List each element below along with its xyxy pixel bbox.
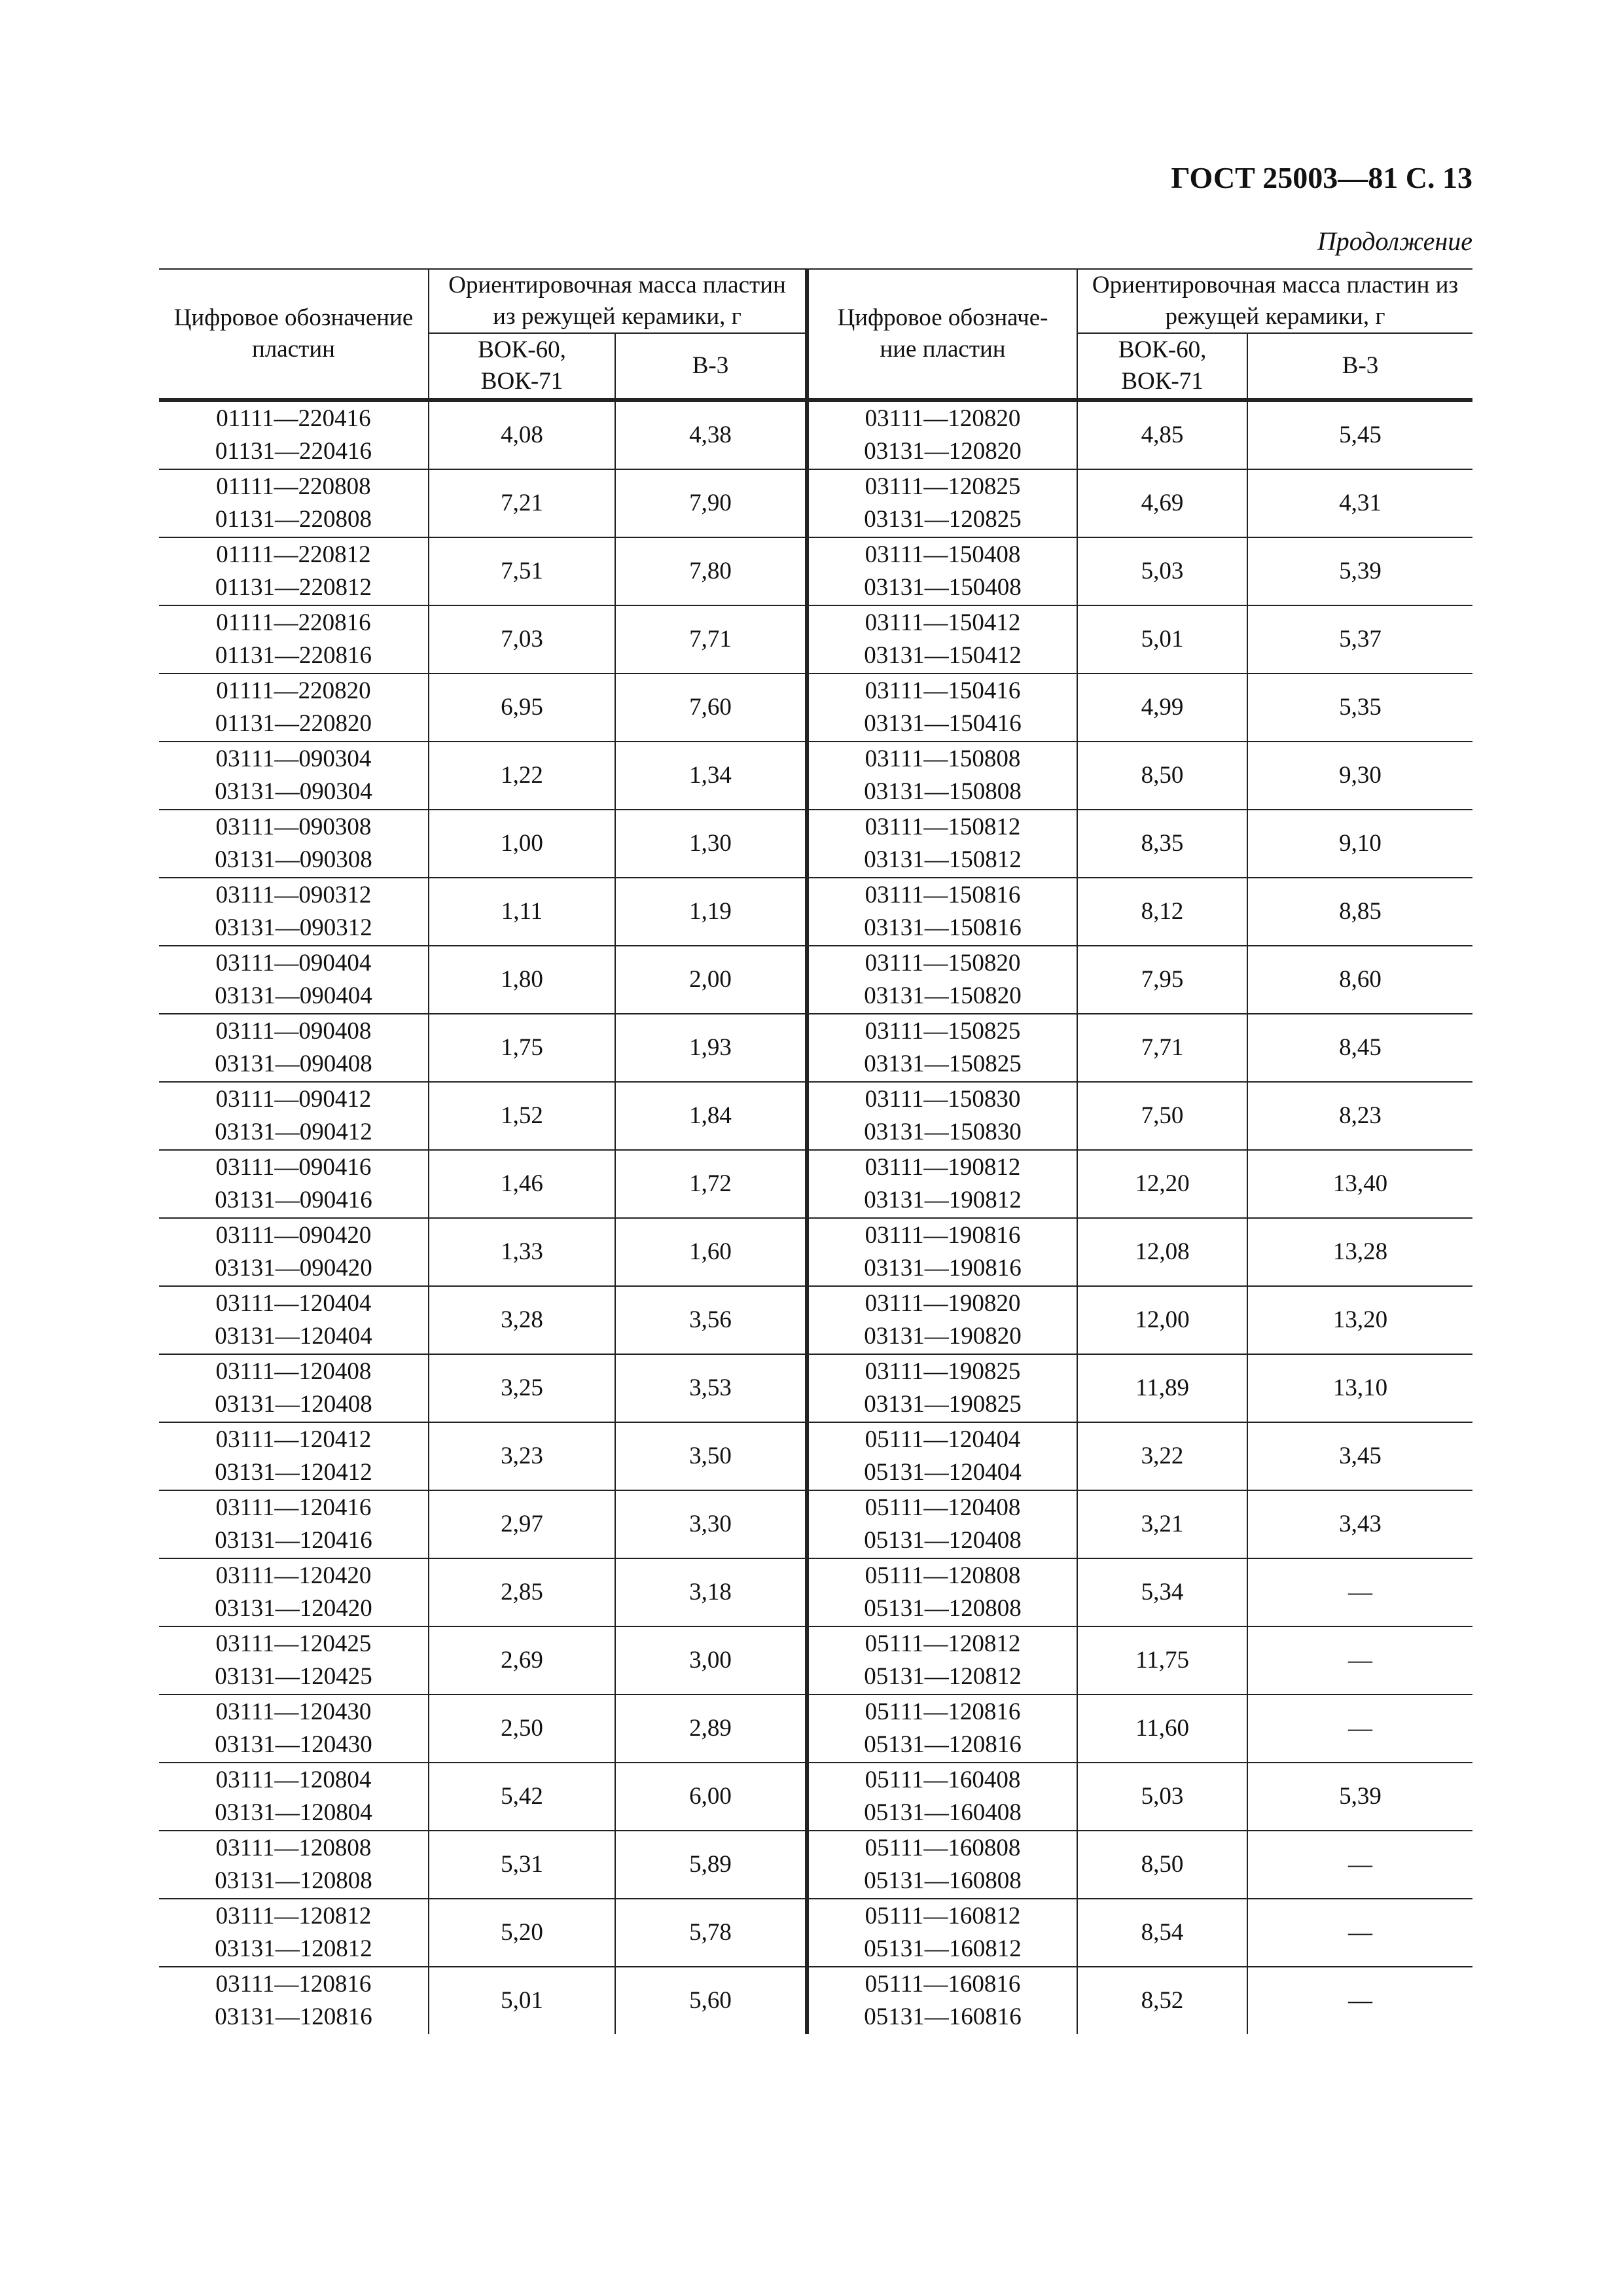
mass-value: 2,85 bbox=[429, 1558, 615, 1626]
designation-code: 01111—220808 bbox=[216, 473, 371, 501]
designation-cell bbox=[807, 1422, 1077, 1490]
mass-value: 8,45 bbox=[1247, 1014, 1472, 1082]
designation-code: 05131—120408 bbox=[864, 1527, 1022, 1554]
mass-value: 7,21 bbox=[429, 469, 615, 537]
designation-code: 05131—160812 bbox=[864, 1935, 1022, 1963]
mass-value: 2,00 bbox=[615, 946, 807, 1014]
designation-code: 03111—150808 bbox=[865, 745, 1021, 773]
designation-cell bbox=[807, 742, 1077, 810]
designation-code: 03111—150412 bbox=[865, 609, 1021, 637]
designation-code: 03131—150412 bbox=[864, 642, 1022, 670]
designation-cell bbox=[807, 1014, 1077, 1082]
mass-value: 7,90 bbox=[615, 469, 807, 537]
mass-value: 3,45 bbox=[1247, 1422, 1472, 1490]
designation-cell bbox=[159, 1354, 429, 1422]
designation-code: 03111—120825 bbox=[865, 473, 1021, 501]
mass-value: 3,18 bbox=[615, 1558, 807, 1626]
designation-code: 03111—120416 bbox=[215, 1494, 372, 1522]
header-v3-right: В-3 bbox=[1247, 333, 1472, 400]
designation-code: 01111—220812 bbox=[216, 541, 371, 569]
designation-code: 03131—120430 bbox=[215, 1731, 372, 1759]
designation-cell bbox=[159, 1218, 429, 1286]
designation-code: 05131—120808 bbox=[864, 1595, 1022, 1623]
mass-value: 8,23 bbox=[1247, 1082, 1472, 1150]
designation-code: 03111—190825 bbox=[865, 1358, 1021, 1386]
mass-value: — bbox=[1247, 1558, 1472, 1626]
mass-value: 5,89 bbox=[615, 1831, 807, 1899]
mass-value: 1,93 bbox=[615, 1014, 807, 1082]
designation-code: 03111—150812 bbox=[865, 814, 1021, 841]
designation-code: 03131—150416 bbox=[864, 710, 1022, 738]
mass-value: 1,52 bbox=[429, 1082, 615, 1150]
designation-code: 03111—150830 bbox=[865, 1086, 1021, 1113]
designation-code: 03131—150816 bbox=[864, 914, 1022, 942]
mass-value: 5,34 bbox=[1077, 1558, 1247, 1626]
table-row bbox=[159, 673, 1472, 742]
designation-code: 03111—120430 bbox=[215, 1698, 372, 1726]
designation-code: 01111—220816 bbox=[216, 609, 371, 637]
mass-value: 4,31 bbox=[1247, 469, 1472, 537]
designation-code: 05111—160408 bbox=[865, 1767, 1021, 1794]
mass-value: 8,35 bbox=[1077, 810, 1247, 878]
designation-cell bbox=[807, 1218, 1077, 1286]
designation-code: 03111—150816 bbox=[865, 882, 1021, 909]
table-row bbox=[159, 1354, 1472, 1422]
mass-value: 3,28 bbox=[429, 1286, 615, 1354]
designation-code: 05111—120808 bbox=[865, 1562, 1021, 1590]
mass-value: 3,43 bbox=[1247, 1490, 1472, 1558]
designation-code: 01131—220812 bbox=[215, 574, 372, 601]
mass-value: 7,71 bbox=[615, 605, 807, 673]
mass-value: 5,39 bbox=[1247, 537, 1472, 605]
mass-value: 4,99 bbox=[1077, 673, 1247, 742]
designation-cell bbox=[159, 946, 429, 1014]
designation-code: 03111—090408 bbox=[215, 1018, 372, 1045]
mass-value: 1,80 bbox=[429, 946, 615, 1014]
mass-value: 2,89 bbox=[615, 1695, 807, 1763]
designation-code: 03111—120425 bbox=[215, 1630, 372, 1658]
mass-value: 11,60 bbox=[1077, 1695, 1247, 1763]
designation-cell bbox=[807, 1831, 1077, 1899]
designation-code: 03111—120808 bbox=[215, 1835, 372, 1862]
designation-code: 03131—090408 bbox=[215, 1050, 372, 1078]
designation-code: 03111—090304 bbox=[215, 745, 372, 773]
designation-code: 05111—120812 bbox=[865, 1630, 1021, 1658]
table-row bbox=[159, 1422, 1472, 1490]
designation-code: 03111—090416 bbox=[215, 1154, 372, 1181]
designation-code: 03131—090312 bbox=[215, 914, 372, 942]
mass-value: 7,51 bbox=[429, 537, 615, 605]
mass-value: 1,72 bbox=[615, 1150, 807, 1218]
designation-code: 03131—120820 bbox=[864, 438, 1022, 465]
table-row bbox=[159, 1286, 1472, 1354]
mass-value: 2,97 bbox=[429, 1490, 615, 1558]
designation-cell bbox=[159, 1422, 429, 1490]
table-row bbox=[159, 878, 1472, 946]
mass-value: 7,95 bbox=[1077, 946, 1247, 1014]
table-row bbox=[159, 1558, 1472, 1626]
header-mass-right: Ориентировочная масса пластин из режущей керамики, г bbox=[1077, 269, 1472, 333]
designation-cell bbox=[159, 1763, 429, 1831]
designation-code: 05131—120404 bbox=[864, 1459, 1022, 1486]
designation-cell bbox=[159, 1490, 429, 1558]
designation-cell bbox=[159, 400, 429, 469]
table-row bbox=[159, 1899, 1472, 1967]
designation-cell bbox=[807, 810, 1077, 878]
designation-code: 03131—120804 bbox=[215, 1799, 372, 1827]
mass-value: 8,50 bbox=[1077, 742, 1247, 810]
designation-code: 03111—090308 bbox=[215, 814, 372, 841]
header-code-right: Цифровое обозначе-ние пластин bbox=[807, 269, 1077, 400]
mass-value: 1,84 bbox=[615, 1082, 807, 1150]
designation-cell bbox=[807, 469, 1077, 537]
designation-code: 05131—120816 bbox=[864, 1731, 1022, 1759]
mass-value: 5,35 bbox=[1247, 673, 1472, 742]
mass-value: 6,00 bbox=[615, 1763, 807, 1831]
mass-value: 4,08 bbox=[429, 400, 615, 469]
designation-code: 03131—120816 bbox=[215, 2003, 372, 2031]
page-header: ГОСТ 25003—81 С. 13 bbox=[1171, 161, 1472, 194]
mass-value: 12,20 bbox=[1077, 1150, 1247, 1218]
designation-code: 03131—120825 bbox=[864, 506, 1022, 533]
mass-value: 7,03 bbox=[429, 605, 615, 673]
mass-value: 2,50 bbox=[429, 1695, 615, 1763]
designation-code: 03111—090404 bbox=[215, 950, 372, 977]
mass-value: 13,20 bbox=[1247, 1286, 1472, 1354]
table-row bbox=[159, 1967, 1472, 2034]
mass-value: 5,60 bbox=[615, 1967, 807, 2034]
designation-cell bbox=[807, 1286, 1077, 1354]
designation-code: 03111—090312 bbox=[215, 882, 372, 909]
designation-code: 03131—090404 bbox=[215, 982, 372, 1010]
designation-code: 03111—120408 bbox=[215, 1358, 372, 1386]
mass-value: 7,71 bbox=[1077, 1014, 1247, 1082]
designation-code: 03111—190820 bbox=[865, 1290, 1021, 1318]
designation-code: 05131—160408 bbox=[864, 1799, 1022, 1827]
designation-cell bbox=[807, 1763, 1077, 1831]
designation-cell bbox=[807, 1899, 1077, 1967]
mass-value: 1,00 bbox=[429, 810, 615, 878]
mass-value: 5,03 bbox=[1077, 1763, 1247, 1831]
mass-value: 9,30 bbox=[1247, 742, 1472, 810]
designation-code: 03131—120408 bbox=[215, 1391, 372, 1418]
mass-value: 9,10 bbox=[1247, 810, 1472, 878]
designation-cell bbox=[807, 1354, 1077, 1422]
table-row bbox=[159, 537, 1472, 605]
designation-code: 05111—120816 bbox=[865, 1698, 1021, 1726]
designation-code: 03111—120412 bbox=[215, 1426, 372, 1454]
header-code-left: Цифровое обозначение пластин bbox=[159, 269, 429, 400]
header-vok-right: ВОК-60, ВОК-71 bbox=[1077, 333, 1247, 400]
mass-value: 3,56 bbox=[615, 1286, 807, 1354]
designation-code: 03131—120808 bbox=[215, 1867, 372, 1895]
mass-value: 3,23 bbox=[429, 1422, 615, 1490]
designation-cell bbox=[159, 742, 429, 810]
mass-value: 4,69 bbox=[1077, 469, 1247, 537]
designation-cell bbox=[159, 1626, 429, 1695]
designation-code: 03131—150808 bbox=[864, 778, 1022, 806]
designation-code: 03131—090304 bbox=[215, 778, 372, 806]
mass-table bbox=[159, 268, 1472, 2034]
mass-value: 3,21 bbox=[1077, 1490, 1247, 1558]
designation-code: 03131—120404 bbox=[215, 1323, 372, 1350]
designation-cell bbox=[807, 1695, 1077, 1763]
mass-value: 5,01 bbox=[1077, 605, 1247, 673]
designation-code: 01111—220416 bbox=[216, 405, 371, 433]
designation-code: 03131—190816 bbox=[864, 1255, 1022, 1282]
designation-code: 03131—150830 bbox=[864, 1119, 1022, 1146]
mass-value: 8,85 bbox=[1247, 878, 1472, 946]
table-row bbox=[159, 742, 1472, 810]
mass-value: 5,20 bbox=[429, 1899, 615, 1967]
designation-code: 03111—090420 bbox=[215, 1222, 372, 1249]
designation-cell bbox=[807, 946, 1077, 1014]
table-row bbox=[159, 1082, 1472, 1150]
designation-cell bbox=[807, 400, 1077, 469]
mass-value: 3,22 bbox=[1077, 1422, 1247, 1490]
designation-code: 03131—120420 bbox=[215, 1595, 372, 1623]
mass-value: — bbox=[1247, 1695, 1472, 1763]
designation-cell bbox=[159, 1286, 429, 1354]
mass-value: 7,60 bbox=[615, 673, 807, 742]
designation-code: 03131—190820 bbox=[864, 1323, 1022, 1350]
table-row bbox=[159, 400, 1472, 469]
designation-code: 03131—120812 bbox=[215, 1935, 372, 1963]
designation-code: 01131—220416 bbox=[215, 438, 372, 465]
designation-code: 03131—090308 bbox=[215, 846, 372, 874]
designation-code: 03131—150820 bbox=[864, 982, 1022, 1010]
designation-code: 05131—120812 bbox=[864, 1663, 1022, 1691]
mass-value: 1,19 bbox=[615, 878, 807, 946]
mass-value: 3,00 bbox=[615, 1626, 807, 1695]
mass-value: — bbox=[1247, 1967, 1472, 2034]
table-row bbox=[159, 469, 1472, 537]
designation-cell bbox=[159, 1899, 429, 1967]
designation-code: 01131—220820 bbox=[215, 710, 372, 738]
designation-code: 03111—120804 bbox=[215, 1767, 372, 1794]
designation-code: 03131—150812 bbox=[864, 846, 1022, 874]
designation-code: 05111—120408 bbox=[865, 1494, 1021, 1522]
designation-code: 01111—220820 bbox=[216, 677, 371, 705]
designation-cell bbox=[159, 1150, 429, 1218]
mass-value: 2,69 bbox=[429, 1626, 615, 1695]
designation-cell bbox=[159, 469, 429, 537]
designation-code: 03131—120425 bbox=[215, 1663, 372, 1691]
mass-value: 6,95 bbox=[429, 673, 615, 742]
mass-value: 8,54 bbox=[1077, 1899, 1247, 1967]
designation-code: 03111—120404 bbox=[215, 1290, 372, 1318]
designation-code: 03111—120420 bbox=[215, 1562, 372, 1590]
designation-cell bbox=[807, 1150, 1077, 1218]
designation-cell bbox=[807, 1626, 1077, 1695]
designation-code: 03111—190816 bbox=[865, 1222, 1021, 1249]
designation-code: 03131—150408 bbox=[864, 574, 1022, 601]
designation-code: 03131—120416 bbox=[215, 1527, 372, 1554]
mass-value: 4,85 bbox=[1077, 400, 1247, 469]
designation-code: 03111—150820 bbox=[865, 950, 1021, 977]
mass-value: 13,28 bbox=[1247, 1218, 1472, 1286]
mass-value: 5,01 bbox=[429, 1967, 615, 2034]
mass-value: 1,30 bbox=[615, 810, 807, 878]
table-body bbox=[159, 400, 1472, 2034]
designation-code: 03111—150825 bbox=[865, 1018, 1021, 1045]
designation-cell bbox=[159, 810, 429, 878]
mass-value: 1,33 bbox=[429, 1218, 615, 1286]
mass-value: 4,38 bbox=[615, 400, 807, 469]
mass-value: 11,89 bbox=[1077, 1354, 1247, 1422]
designation-code: 03111—120820 bbox=[865, 405, 1021, 433]
table-row bbox=[159, 810, 1472, 878]
designation-cell bbox=[159, 1695, 429, 1763]
table-row bbox=[159, 1626, 1472, 1695]
designation-code: 05111—160816 bbox=[865, 1971, 1021, 1998]
mass-value: 1,11 bbox=[429, 878, 615, 946]
mass-value: 8,60 bbox=[1247, 946, 1472, 1014]
table-row bbox=[159, 605, 1472, 673]
table-row bbox=[159, 1490, 1472, 1558]
mass-value: 3,50 bbox=[615, 1422, 807, 1490]
designation-code: 05131—160816 bbox=[864, 2003, 1022, 2031]
mass-value: 5,78 bbox=[615, 1899, 807, 1967]
mass-value: 1,46 bbox=[429, 1150, 615, 1218]
designation-code: 03131—090412 bbox=[215, 1119, 372, 1146]
mass-value: 5,03 bbox=[1077, 537, 1247, 605]
mass-value: — bbox=[1247, 1831, 1472, 1899]
mass-value: 1,34 bbox=[615, 742, 807, 810]
designation-cell bbox=[159, 537, 429, 605]
mass-value: — bbox=[1247, 1626, 1472, 1695]
mass-value: — bbox=[1247, 1899, 1472, 1967]
mass-value: 7,80 bbox=[615, 537, 807, 605]
designation-cell bbox=[159, 878, 429, 946]
designation-code: 03111—090412 bbox=[215, 1086, 372, 1113]
header-mass-left: Ориентировочная масса пластин из режущей керамики, г bbox=[429, 269, 807, 333]
designation-code: 03111—150408 bbox=[865, 541, 1021, 569]
mass-value: 3,30 bbox=[615, 1490, 807, 1558]
table-row bbox=[159, 946, 1472, 1014]
header-v3-left: В-3 bbox=[615, 333, 807, 400]
designation-cell bbox=[159, 1831, 429, 1899]
mass-value: 12,08 bbox=[1077, 1218, 1247, 1286]
designation-cell bbox=[807, 673, 1077, 742]
designation-cell bbox=[807, 1558, 1077, 1626]
designation-cell bbox=[159, 1082, 429, 1150]
continuation-label: Продолжение bbox=[1317, 226, 1472, 256]
mass-value: 5,42 bbox=[429, 1763, 615, 1831]
designation-cell bbox=[807, 878, 1077, 946]
designation-code: 05111—160808 bbox=[865, 1835, 1021, 1862]
mass-value: 3,53 bbox=[615, 1354, 807, 1422]
designation-cell bbox=[807, 1967, 1077, 2034]
mass-value: 8,12 bbox=[1077, 878, 1247, 946]
designation-code: 03111—120812 bbox=[215, 1903, 372, 1930]
designation-code: 05111—120404 bbox=[865, 1426, 1021, 1454]
designation-cell bbox=[159, 1967, 429, 2034]
mass-value: 1,22 bbox=[429, 742, 615, 810]
mass-value: 3,25 bbox=[429, 1354, 615, 1422]
designation-cell bbox=[159, 605, 429, 673]
designation-code: 03131—190812 bbox=[864, 1187, 1022, 1214]
designation-code: 03111—120816 bbox=[215, 1971, 372, 1998]
table-row bbox=[159, 1150, 1472, 1218]
designation-cell bbox=[807, 1082, 1077, 1150]
designation-cell bbox=[159, 673, 429, 742]
mass-value: 13,10 bbox=[1247, 1354, 1472, 1422]
mass-value: 7,50 bbox=[1077, 1082, 1247, 1150]
designation-code: 03131—190825 bbox=[864, 1391, 1022, 1418]
designation-cell bbox=[807, 1490, 1077, 1558]
table-row bbox=[159, 1218, 1472, 1286]
designation-cell bbox=[807, 605, 1077, 673]
designation-code: 03131—090416 bbox=[215, 1187, 372, 1214]
designation-code: 03131—150825 bbox=[864, 1050, 1022, 1078]
designation-code: 03131—090420 bbox=[215, 1255, 372, 1282]
designation-code: 05111—160812 bbox=[865, 1903, 1021, 1930]
designation-code: 01131—220808 bbox=[215, 506, 372, 533]
table-row bbox=[159, 1763, 1472, 1831]
header-vok-left: ВОК-60, ВОК-71 bbox=[429, 333, 615, 400]
mass-value: 8,50 bbox=[1077, 1831, 1247, 1899]
mass-value: 5,45 bbox=[1247, 400, 1472, 469]
mass-value: 5,39 bbox=[1247, 1763, 1472, 1831]
designation-cell bbox=[807, 537, 1077, 605]
mass-value: 8,52 bbox=[1077, 1967, 1247, 2034]
mass-value: 5,37 bbox=[1247, 605, 1472, 673]
designation-code: 03111—150416 bbox=[865, 677, 1021, 705]
table-row bbox=[159, 1695, 1472, 1763]
mass-value: 13,40 bbox=[1247, 1150, 1472, 1218]
designation-cell bbox=[159, 1014, 429, 1082]
designation-code: 03131—120412 bbox=[215, 1459, 372, 1486]
mass-value: 12,00 bbox=[1077, 1286, 1247, 1354]
table-row bbox=[159, 1831, 1472, 1899]
mass-value: 11,75 bbox=[1077, 1626, 1247, 1695]
designation-code: 01131—220816 bbox=[215, 642, 372, 670]
mass-value: 1,60 bbox=[615, 1218, 807, 1286]
table-row bbox=[159, 1014, 1472, 1082]
designation-code: 05131—160808 bbox=[864, 1867, 1022, 1895]
mass-value: 5,31 bbox=[429, 1831, 615, 1899]
designation-code: 03111—190812 bbox=[865, 1154, 1021, 1181]
designation-cell bbox=[159, 1558, 429, 1626]
mass-value: 1,75 bbox=[429, 1014, 615, 1082]
